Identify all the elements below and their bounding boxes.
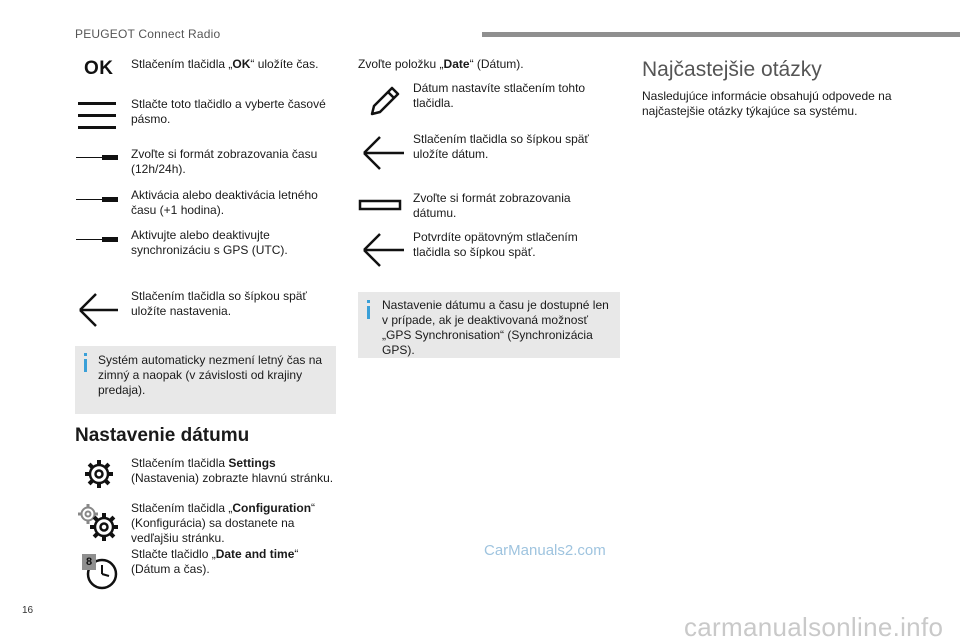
- col2-item-save-date: Stlačením tlačidla so šípkou späť uložíte dátum.: [413, 132, 589, 161]
- col1-item-timezone: Stlačte toto tlačidlo a vyberte časové pásmo.: [131, 97, 326, 126]
- header-title: PEUGEOT Connect Radio: [75, 27, 221, 41]
- step-badge: 8: [85, 556, 93, 568]
- toggle-icon: [76, 236, 120, 244]
- page-number: 16: [22, 605, 34, 616]
- col1-item-dst: Aktivácia alebo deaktivácia letného času (+1 hodina).: [131, 188, 318, 217]
- col2-item-set-date: Dátum nastavíte stlačením tohto tlačidla.: [413, 81, 586, 110]
- toggle-icon: [76, 196, 120, 204]
- menu-icon: [78, 100, 118, 132]
- back-arrow-icon: [76, 291, 120, 329]
- info-icon: [367, 306, 370, 319]
- col1-item-configuration: Stlačením tlačidla „Configuration“ (Konfigurácia) sa dostanete na vedľajšiu stránku.: [131, 501, 316, 545]
- section-title: Nastavenie dátumu: [75, 425, 250, 446]
- col2-item-confirm: Potvrdíte opätovným stlačením tlačidla so šípkou späť.: [413, 230, 578, 259]
- date-format-bar-icon: [358, 198, 404, 212]
- ok-button-icon: OK: [84, 58, 114, 79]
- col1-item-settings: Stlačením tlačidla Settings (Nastavenia) zobrazte hlavnú stránku.: [131, 456, 334, 485]
- col2-item-date-format: Zvoľte si formát zobrazovania dátumu.: [413, 191, 571, 220]
- watermark-carmanualsonline: carmanualsonline.info: [684, 612, 944, 642]
- configuration-gears-icon: [76, 502, 120, 542]
- toggle-icon: [76, 154, 120, 162]
- info-icon: [84, 359, 87, 372]
- header-rule: [482, 32, 960, 37]
- faq-intro: Nasledujúce informácie obsahujú odpovede na najčastejšie otázky týkajúce sa systému.: [642, 89, 892, 118]
- col1-item-ok: Stlačením tlačidla „OK“ uložíte čas.: [131, 57, 319, 71]
- info-note-text: Nastavenie dátumu a času je dostupné len v prípade, ak je deaktivovaná možnosť „GPS Synchronisation“ (Synchronizácia GPS).: [382, 298, 609, 357]
- col1-item-date-time: Stlačte tlačidlo „Date and time“ (Dátum a čas).: [131, 547, 299, 576]
- back-arrow-icon: [360, 134, 406, 172]
- col1-item-format: Zvoľte si formát zobrazovania času (12h/24h).: [131, 147, 318, 176]
- faq-title: Najčastejšie otázky: [642, 58, 822, 81]
- gear-icon: [84, 459, 114, 489]
- col2-intro: Zvoľte položku „Date“ (Dátum).: [358, 57, 524, 71]
- watermark-carmanuals2: CarManuals2.com: [484, 542, 606, 559]
- pencil-icon: [366, 84, 402, 120]
- back-arrow-icon: [360, 231, 406, 269]
- col1-item-gps: Aktivujte alebo deaktivujte synchronizáciu s GPS (UTC).: [131, 228, 288, 257]
- info-note-text: Systém automaticky nezmení letný čas na zimný a naopak (v závislosti od krajiny predaja).: [98, 353, 323, 397]
- col1-item-save: Stlačením tlačidla so šípkou späť uložíte nastavenia.: [131, 289, 307, 318]
